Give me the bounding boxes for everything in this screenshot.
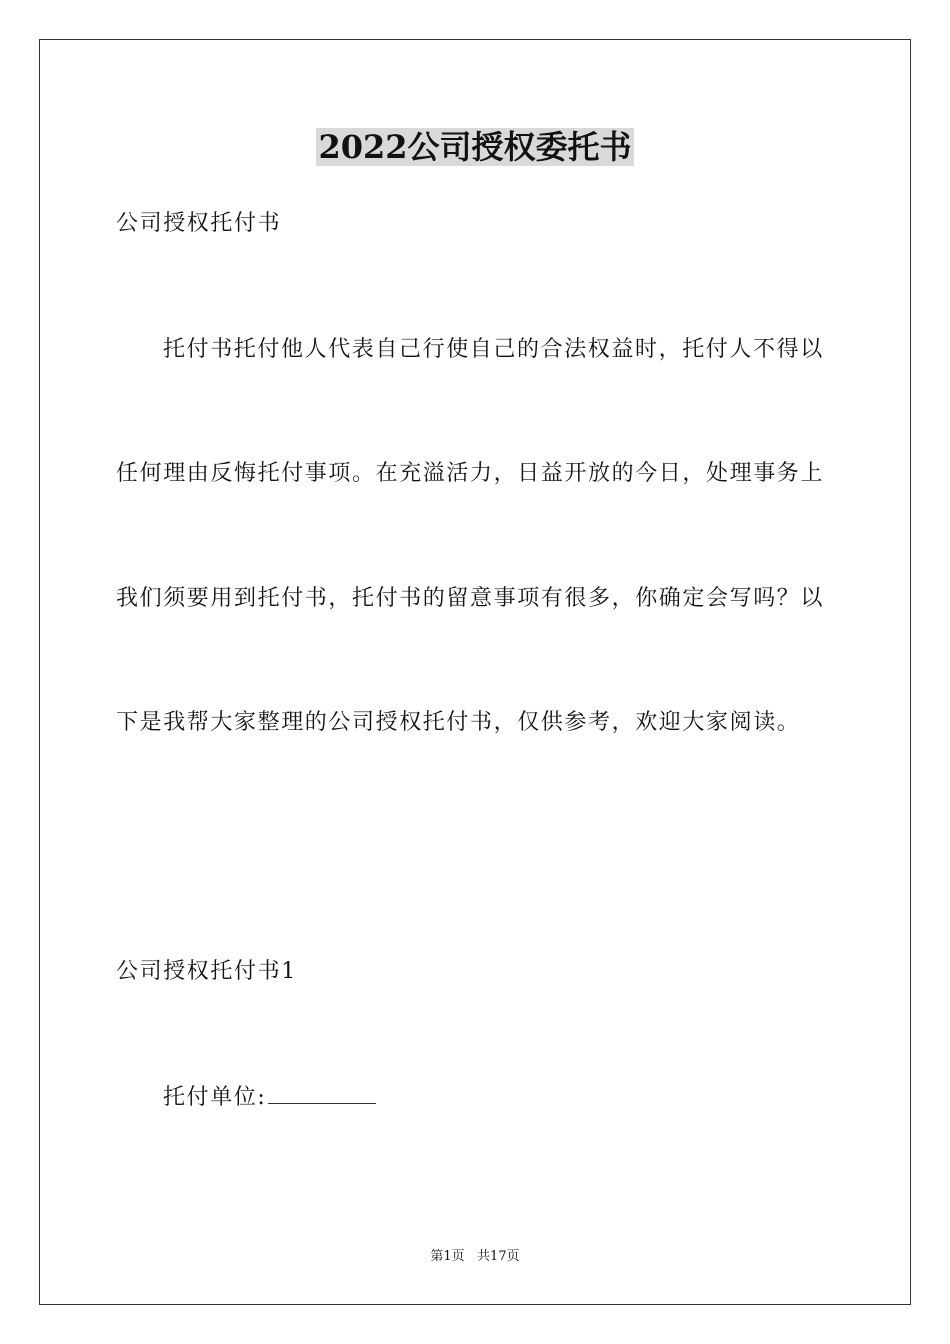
paragraph-line-3: 我们须要用到托付书，托付书的留意事项有很多，你确定会写吗？以 xyxy=(116,586,825,611)
paragraph-line-2: 任何理由反悔托付事项。在充溢活力，日益开放的今日，处理事务上 xyxy=(116,461,825,486)
paragraph-line-1: 托付书托付他人代表自己行使自己的合法权益时，托付人不得以 xyxy=(163,337,824,362)
page-footer: 第1页 共17页 xyxy=(430,1249,520,1264)
field-label: 托付单位: xyxy=(163,1085,267,1110)
paragraph-line-4: 下是我帮大家整理的公司授权托付书，仅供参考，欢迎大家阅读。 xyxy=(116,710,801,735)
document-heading: 公司授权托付书 xyxy=(116,211,282,236)
document-title xyxy=(0,126,950,168)
document-title-text: 2022公司授权委托书 xyxy=(318,128,632,166)
field-entrusting-unit xyxy=(163,1081,376,1113)
section-heading: 公司授权托付书1 xyxy=(116,959,297,984)
field-blank-line[interactable] xyxy=(268,1081,376,1104)
